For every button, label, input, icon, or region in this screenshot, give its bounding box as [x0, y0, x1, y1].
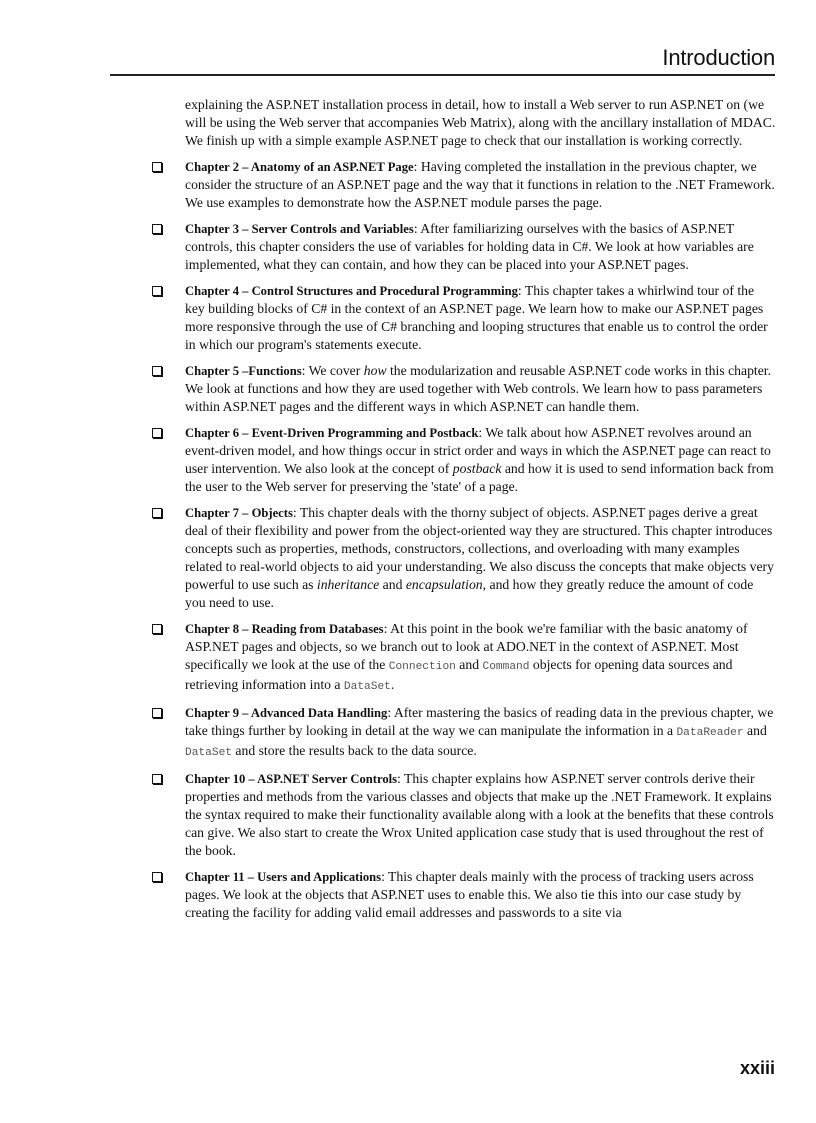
chapter-title: Chapter 2 – Anatomy of an ASP.NET Page: [185, 160, 414, 174]
intro-paragraph: explaining the ASP.NET installation process in detail, how to install a Web server to run ASP.NET on (we will be using the Web server that accompanies Web Matrix), along with the ancillary installation of MDAC. We finish up with a simple example ASP.NET page to check that our installation is working correctly.: [185, 97, 776, 148]
chapter-description: and how it is used to send information back from the user to the Web server for preserving the 'state' of a page.: [185, 461, 774, 494]
list-item-chapter-6: [185, 424, 777, 496]
code-term: DataSet: [185, 747, 232, 759]
emphasis-term: encapsulation: [405, 577, 483, 592]
checkbox-bullet-icon: [152, 286, 162, 296]
checkbox-bullet-icon: [152, 224, 162, 234]
list-item-chapter-11: [185, 868, 777, 922]
list-item-chapter-3: [185, 220, 777, 274]
chapter-description: : This chapter deals with the thorny subject of objects. ASP.NET pages derive a great deal of their flexibility and power from the object-oriented way they are structured. This chapter introduces concepts such as properties, methods, constructors, collections, and overloading with many examples related to real-world objects to aid your understanding. We also discuss the concepts that make objects very powerful to use such as: [185, 505, 774, 592]
chapter-description: and store the results back to the data source.: [232, 743, 477, 758]
chapter-title: Chapter 4 – Control Structures and Procedural Programming: [185, 284, 518, 298]
emphasis-term: how: [363, 363, 387, 378]
list-item-chapter-10: [185, 770, 777, 860]
checkbox-bullet-icon: [152, 872, 162, 882]
header-title: Introduction: [662, 45, 775, 70]
chapter-title: Chapter 10 – ASP.NET Server Controls: [185, 772, 398, 786]
page-number: xxiii: [739, 1058, 775, 1078]
chapter-description: the modularization and reusable ASP.NET code works in this chapter. We look at functions and how they are used together with Web controls. We learn how to pass parameters within ASP.NET pages and the different ways in which ASP.NET can handle them.: [185, 363, 772, 414]
list-item-chapter-2: [185, 158, 777, 212]
checkbox-bullet-icon: [152, 774, 162, 784]
chapter-description: and: [379, 577, 406, 592]
chapter-description: , and how they greatly reduce the amount of code you need to use.: [185, 577, 754, 610]
chapter-description: : We cover: [301, 363, 364, 378]
emphasis-term: inheritance: [316, 577, 380, 592]
checkbox-bullet-icon: [152, 708, 162, 718]
chapter-description: : After mastering the basics of reading data in the previous chapter, we take things further by looking in detail at the way we can manipulate the information in a: [185, 705, 774, 738]
list-item-chapter-7: [185, 504, 777, 612]
list-item-chapter-8: [185, 620, 777, 696]
checkbox-bullet-icon: [152, 428, 162, 438]
checkbox-bullet-icon: [152, 366, 162, 376]
chapter-description: and: [743, 723, 767, 738]
checkbox-bullet-icon: [152, 508, 162, 518]
chapter-description: : Having completed the installation in the previous chapter, we consider the structure of an ASP.NET page and the way that it functions in relation to the .NET Framework. We use examples to demonstrate how the ASP.NET module parses the page.: [185, 159, 775, 210]
chapter-title: Chapter 6 – Event-Driven Programming and Postback: [185, 426, 479, 440]
chapter-description: and: [455, 657, 483, 672]
chapter-description: : After familiarizing ourselves with the basics of ASP.NET controls, this chapter considers the use of variables for holding data in C#. We look at how variables are implemented, what they can contain, and how they can be placed into your ASP.NET pages.: [185, 221, 754, 272]
running-header: [110, 44, 775, 76]
page-content: [185, 96, 777, 930]
list-item-chapter-5: [185, 362, 777, 416]
checkbox-bullet-icon: [152, 162, 162, 172]
list-item-chapter-9: [185, 704, 777, 762]
checkbox-bullet-icon: [152, 624, 162, 634]
code-term: Command: [482, 661, 530, 673]
chapter-description: : This chapter deals mainly with the process of tracking users across pages. We look at the objects that ASP.NET uses to enable this. We also tie this into our case study by creating the facility for adding valid email addresses and passwords to a site via: [185, 869, 754, 920]
chapter-description: : This chapter explains how ASP.NET server controls derive their properties and methods from the various classes and objects that make up the .NET Framework. It explains the syntax required to make their functionality available along with a look at the benefits that these controls can give. We also start to create the Wrox United application case study that is used throughout the rest of the book.: [185, 771, 774, 858]
chapter-description: : This chapter takes a whirlwind tour of the key building blocks of C# in the context of an ASP.NET page. We learn how to make our ASP.NET pages more responsive through the use of C# branching and looping structures that enable us to control the order in which our program's statements execute.: [185, 283, 768, 352]
list-item-chapter-4: [185, 282, 777, 354]
chapter-description: objects for opening data sources and retrieving information into a: [185, 657, 733, 692]
emphasis-term: postback: [452, 461, 502, 476]
chapter-title: Chapter 11 – Users and Applications: [185, 870, 382, 884]
chapter-title: Chapter 7 – Objects: [185, 506, 293, 520]
chapter-description: : We talk about how ASP.NET revolves around an event-driven model, and how things occur in strict order and ways in which the ASP.NET page can react to user intervention. We also look at the concept of: [185, 425, 771, 476]
code-term: DataSet: [343, 681, 391, 693]
chapter-title: Chapter 8 – Reading from Databases: [185, 622, 384, 636]
code-term: DataReader: [676, 727, 744, 739]
chapter-title: Chapter 5 –Functions: [185, 364, 302, 378]
chapter-description: : At this point in the book we're familiar with the basic anatomy of ASP.NET pages and objects, so we branch out to look at ADO.NET in the context of ASP.NET. Most specifically we look at the use of the: [185, 621, 748, 672]
chapter-description: .: [390, 677, 395, 692]
chapter-title: Chapter 3 – Server Controls and Variables: [185, 222, 414, 236]
code-term: Connection: [388, 661, 456, 673]
chapter-title: Chapter 9 – Advanced Data Handling: [185, 706, 388, 720]
